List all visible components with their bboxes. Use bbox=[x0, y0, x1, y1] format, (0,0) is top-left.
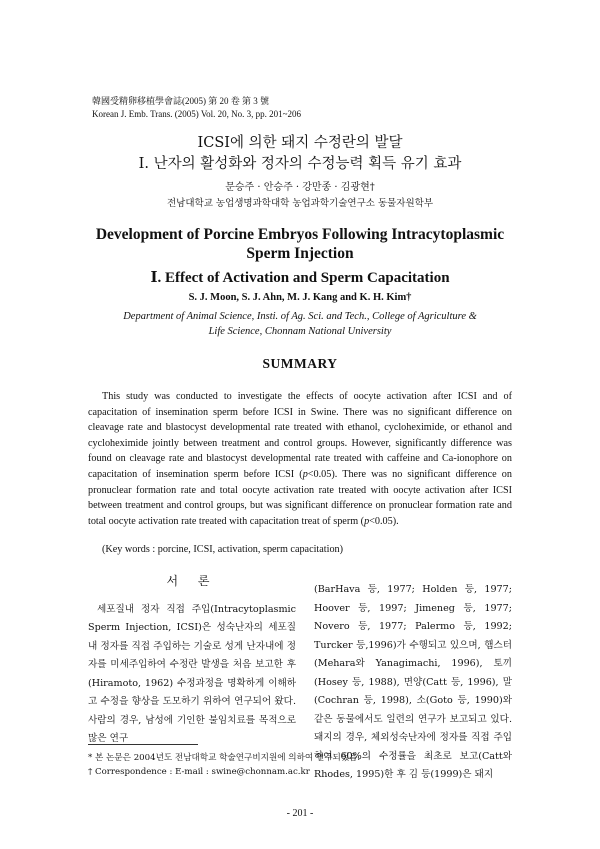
intro-right-text: (BarHava 등, 1977; Holden 등, 1977; Hoover 등, 1997; Jimeneg 등, 1977; Novero 등, 1977; Palermo 등, 1992; Turcker 등,1996)가 수행되고 있으며, 햄스터(Mehara와 Yanagimachi, 1996), 토끼(Hosey 등, 1988), 면양(Catt 등, 1996), 말(Cochran 등, 1998), 소(Goto 등, 1990)와 같은 동물에서도 일련의 연구가 보고되고 있다. 돼지의 경우, 체외성숙난자에 정자를 직접 주입하여 60%의 수정률을 최초로 보고(Catt와 Rhodes, 1995)한 후 김 등(1999)은 돼지 bbox=[314, 584, 512, 780]
summary-text-1: This study was conducted to investigate the effects of oocyte activation after ICSI and of capacitation of insemination sperm before ICSI in Swine. There was no significant difference on cleavage rate and blastocyst developmental rate treated with ethanol, cycloheximide, or ethanol and cycloheximide jointly between treatment and control groups. However, significantly difference was found on cleavage rate and blastocyst developmental rate treated with caffeine and Ca-ionophore on capacitation of insemination sperm before ICSI ( bbox=[88, 391, 512, 480]
korean-affiliation: 전남대학교 농업생명과학대학 농업과학기술연구소 동물자원학부 bbox=[166, 198, 434, 209]
english-affiliation-line2: Life Science, Chonnam National University bbox=[208, 326, 392, 337]
korean-title-line2: Ⅰ. 난자의 활성화와 정자의 수정능력 획득 유기 효과 bbox=[138, 156, 462, 172]
intro-left-text: 세포질내 정자 직접 주입(Intracytoplasmic Sperm Injection, ICSI)은 성숙난자의 세포질내 정자를 직접 주입하는 기술로 성게 난자내에 정자를 미세주입하여 수정란 발생을 처음 보고한 후(Hiramoto, 1962) 수정과정을 명확하게 이해하고 수정을 향상을 도모하기 위하여 연구되어 왔다. 사람의 경우, 남성에 기인한 불임치료를 목적으로 많은 연구 bbox=[88, 603, 296, 744]
summary-heading: SUMMARY bbox=[262, 356, 338, 371]
english-authors: S. J. Moon, S. J. Ahn, M. J. Kang and K. H. Kim† bbox=[188, 292, 412, 303]
footnote-funding: * 본 논문은 2004년도 전남대학교 학술연구비지원에 의하여 연구되었음. bbox=[88, 753, 361, 763]
intro-left-column bbox=[88, 572, 296, 749]
english-title-line2: Sperm Injection bbox=[246, 245, 354, 262]
footnote-correspondence: † Correspondence : E-mail : swine@chonnam.ac.kr bbox=[88, 767, 310, 777]
korean-title-line1: ICSI에 의한 돼지 수정란의 발달 bbox=[197, 135, 403, 151]
p-value-italic: p bbox=[364, 515, 370, 527]
keywords: (Key words : porcine, ICSI, activation, sperm capacitation) bbox=[102, 544, 344, 555]
footnotes bbox=[88, 751, 360, 779]
journal-header bbox=[92, 95, 301, 121]
intro-heading: 서 론 bbox=[166, 574, 218, 588]
page-number: - 201 - bbox=[286, 808, 314, 819]
footnote-divider bbox=[88, 744, 198, 745]
journal-line-kr: 韓國受精卵移植學會誌(2005) 第 20 卷 第 3 號 bbox=[92, 96, 269, 106]
korean-authors: 문승주 · 안승주 · 강만종 · 김광현† bbox=[225, 182, 375, 193]
p-value-italic: p bbox=[302, 468, 308, 480]
journal-line-en: Korean J. Emb. Trans. (2005) Vol. 20, No. 3, pp. 201~206 bbox=[92, 109, 302, 119]
english-subtitle: Ⅰ. Effect of Activation and Sperm Capacitation bbox=[150, 270, 450, 286]
english-affiliation-line1: Department of Animal Science, Insti. of Ag. Sci. and Tech., College of Agriculture & bbox=[123, 311, 477, 322]
summary-text-2: <0.05). There was no significant difference on pronuclear formation rate and total oocyte activation rate treated with oocyte activation after ICSI between treatment and control groups, but was significant difference on pronuclear formation rate and total oocyte activation rate treated with capacitation treat of sperm ( bbox=[88, 468, 512, 527]
summary-text-3: <0.05). bbox=[369, 515, 399, 527]
english-title-line1: Development of Porcine Embryos Following Intracytoplasmic bbox=[95, 226, 505, 243]
summary-body bbox=[88, 389, 512, 529]
